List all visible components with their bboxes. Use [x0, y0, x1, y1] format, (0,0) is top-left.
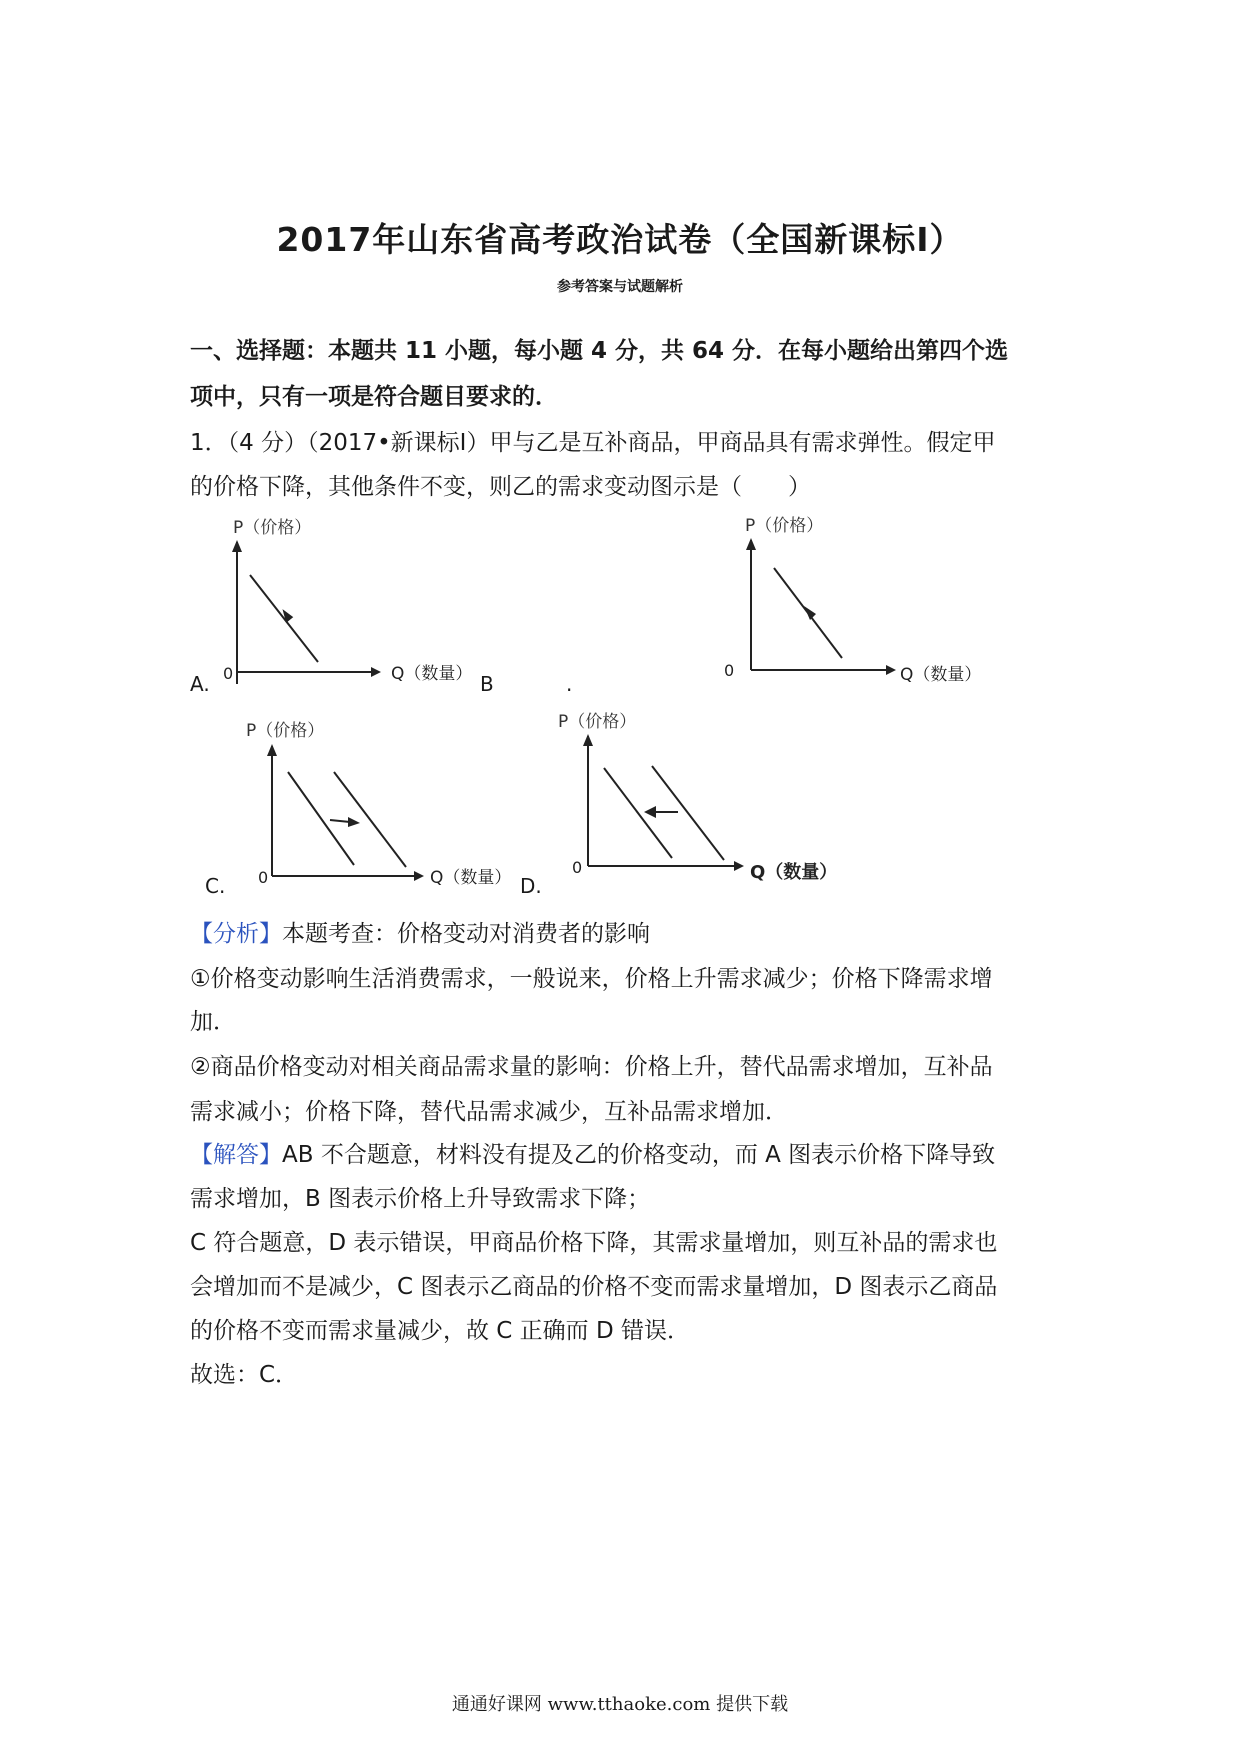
- page-subtitle: 参考答案与试题解析: [557, 279, 683, 295]
- graph-c-shift-arrow: [330, 820, 350, 822]
- graph-c-y-label: P（价格）: [246, 721, 325, 741]
- section-heading-line1: 一、选择题：本题共 11 小题，每小题 4 分，共 64 分．在每小题给出第四个选: [190, 338, 1009, 364]
- graph-b-arrow: [804, 606, 816, 620]
- graph-b: [724, 510, 1070, 710]
- graph-b-origin: 0: [724, 661, 735, 680]
- graph-d-x-label: Q（数量）: [750, 862, 838, 883]
- answer-line1-wrap: [190, 1136, 1070, 1169]
- page-title: 2017年山东省高考政治试卷（全国新课标Ⅰ）: [276, 220, 964, 259]
- graph-a-y-label: P（价格）: [233, 518, 312, 538]
- graph-b-y-label: P（价格）: [745, 516, 824, 536]
- answer-choice: 故选：C．: [190, 1362, 299, 1388]
- graph-c-origin: 0: [258, 868, 269, 887]
- answer-line5: 的价格不变而需求量减少，故 C 正确而 D 错误．: [190, 1318, 691, 1344]
- option-c-label: C.: [205, 874, 226, 898]
- section-heading-line2: 项中，只有一项是符合题目要求的．: [190, 384, 558, 410]
- analysis-point2-line1: ②商品价格变动对相关商品需求量的影响：价格上升，替代品需求增加，互补品: [190, 1054, 993, 1080]
- answer-line4: 会增加而不是减少，C 图表示乙商品的价格不变而需求量增加，D 图表示乙商品: [190, 1274, 998, 1300]
- graph-a: [215, 512, 495, 712]
- graph-a-demand-curve: [250, 575, 318, 662]
- question-line2: 的价格下降，其他条件不变，则乙的需求变动图示是（ ）: [190, 474, 811, 500]
- analysis-tag: 【分析】: [190, 921, 282, 947]
- answer-line2: 需求增加，B 图表示价格上升导致需求下降；: [190, 1186, 651, 1212]
- answer-tag: 【解答】: [190, 1142, 282, 1168]
- analysis-intro: 本题考查：价格变动对消费者的影响: [282, 921, 650, 947]
- analysis-point2-line2: 需求减小；价格下降，替代品需求减少，互补品需求增加．: [190, 1099, 788, 1125]
- graph-a-x-label: Q（数量）: [391, 664, 473, 684]
- graph-c-x-label: Q（数量）: [430, 868, 512, 888]
- graph-a-origin: 0: [223, 664, 234, 683]
- analysis-point1-line2: 加．: [190, 1009, 236, 1035]
- question-line1: 1．（4 分）（2017•新课标Ⅰ）甲与乙是互补商品，甲商品具有需求弹性。假定甲: [190, 430, 996, 456]
- graph-c: [246, 716, 530, 896]
- option-b-dot: .: [566, 672, 573, 696]
- option-d-label: D.: [520, 874, 542, 898]
- analysis-point1-line1: ①价格变动影响生活消费需求，一般说来，价格上升需求减少；价格下降需求增: [190, 966, 993, 992]
- option-a-label: A.: [190, 672, 210, 696]
- page-footer: 通通好课网 www.tthaoke.com 提供下载: [451, 1694, 789, 1715]
- analysis-intro-line: [190, 915, 1070, 948]
- graph-d-origin: 0: [572, 858, 583, 877]
- graph-d: [558, 706, 870, 891]
- graph-b-x-label: Q（数量）: [900, 665, 982, 685]
- option-b-label: B: [480, 672, 494, 696]
- answer-line3: C 符合题意，D 表示错误，甲商品价格下降，其需求量增加，则互补品的需求也: [190, 1230, 998, 1256]
- answer-line1: AB 不合题意，材料没有提及乙的价格变动，而 A 图表示价格下降导致: [282, 1142, 996, 1168]
- graph-d-y-label: P（价格）: [558, 712, 637, 732]
